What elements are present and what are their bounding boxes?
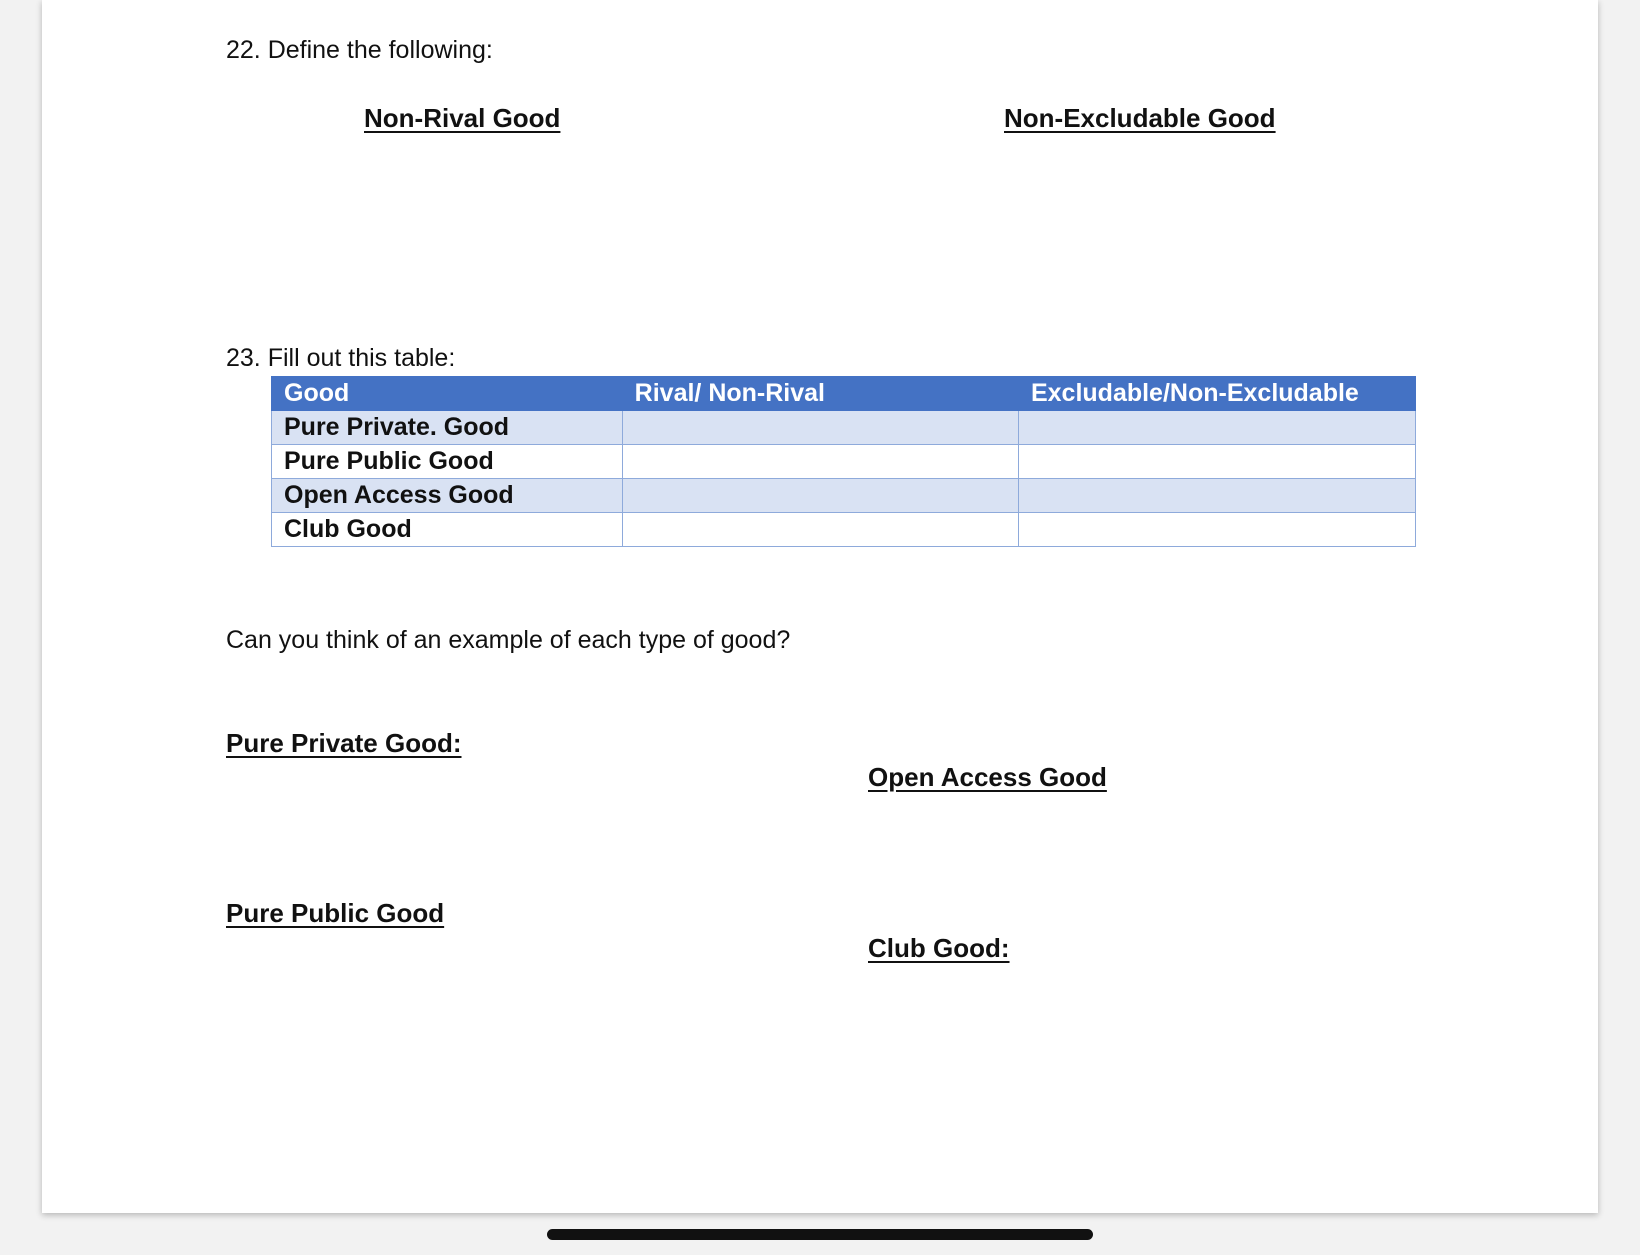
- table-header-rival: Rival/ Non-Rival: [622, 377, 1018, 411]
- table-cell-good: Open Access Good: [272, 479, 623, 513]
- examples-prompt: Can you think of an example of each type of good?: [226, 626, 791, 654]
- table-row: [272, 479, 1416, 513]
- table-header-excludable: Excludable/Non-Excludable: [1018, 377, 1415, 411]
- example-pure-private-heading: Pure Private Good:: [226, 728, 462, 758]
- example-pure-public-heading: Pure Public Good: [226, 898, 445, 928]
- example-open-access-heading: Open Access Good: [868, 762, 1107, 792]
- table-cell-rival[interactable]: [622, 513, 1018, 547]
- term-non-rival-good: Non-Rival Good: [364, 103, 561, 133]
- document-page: [42, 0, 1598, 1213]
- goods-table: [271, 376, 1416, 547]
- term-non-excludable-good: Non-Excludable Good: [1004, 103, 1276, 133]
- table-cell-good: Pure Private. Good: [272, 411, 623, 445]
- table-row: [272, 411, 1416, 445]
- table-row: [272, 445, 1416, 479]
- table-header-good: Good: [272, 377, 623, 411]
- table-header-row: [272, 377, 1416, 411]
- question-23-label: 23. Fill out this table:: [226, 344, 456, 372]
- question-22-label: 22. Define the following:: [226, 36, 493, 64]
- table-cell-good: Club Good: [272, 513, 623, 547]
- example-club-heading: Club Good:: [868, 933, 1010, 963]
- table-cell-excludable[interactable]: [1018, 479, 1415, 513]
- table-cell-good: Pure Public Good: [272, 445, 623, 479]
- table-cell-rival[interactable]: [622, 411, 1018, 445]
- table-row: [272, 513, 1416, 547]
- home-indicator-bar[interactable]: [547, 1229, 1093, 1240]
- table-cell-excludable[interactable]: [1018, 513, 1415, 547]
- table-cell-rival[interactable]: [622, 479, 1018, 513]
- table-cell-excludable[interactable]: [1018, 445, 1415, 479]
- table-cell-excludable[interactable]: [1018, 411, 1415, 445]
- table-cell-rival[interactable]: [622, 445, 1018, 479]
